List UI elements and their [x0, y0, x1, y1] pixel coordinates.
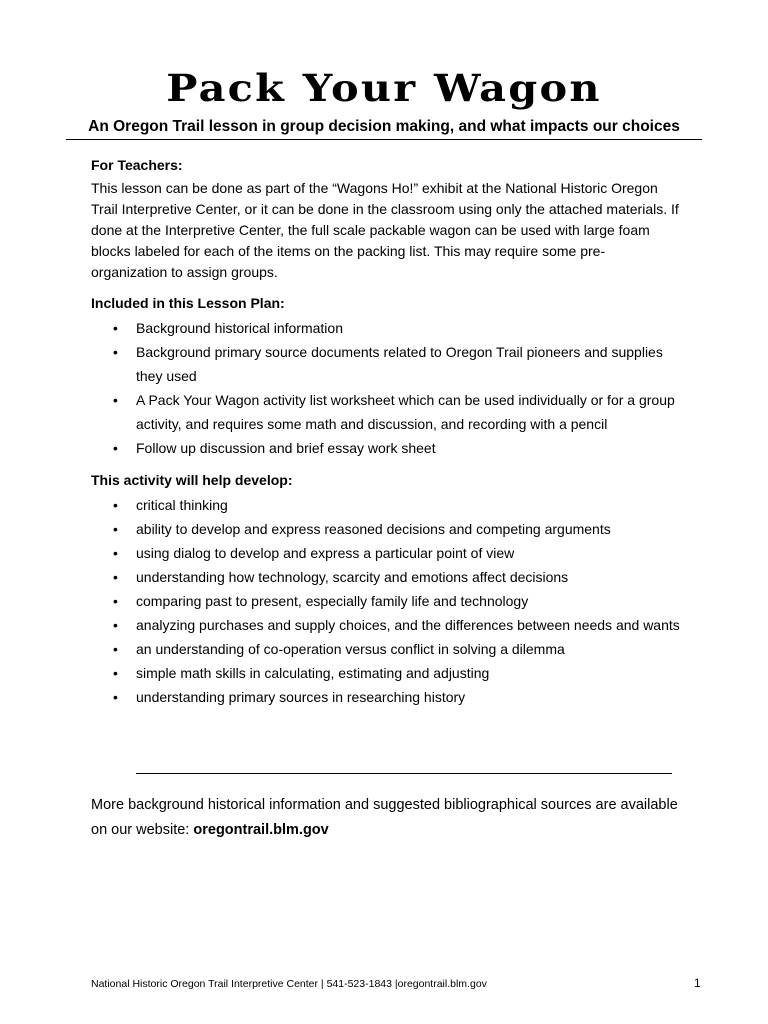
header-divider [66, 139, 702, 140]
teachers-text: This lesson can be done as part of the “Wagons Ho!” exhibit at the National Historic Oregon Trail Interpretive Center, or it can be done in the classroom using only the attached materials. If done at the Interpretive Center, the full scale packable wagon can be used with large foam blocks labeled for each of the items on the packing list. This may require some pre-organization to assign groups. [91, 180, 679, 280]
develop-list [91, 493, 681, 709]
list-item: • understanding primary sources in researching history [91, 685, 681, 709]
teachers-section [91, 155, 681, 283]
list-item: • Background primary source documents related to Oregon Trail pioneers and supplies they used [91, 340, 681, 388]
lesson-content [91, 155, 681, 719]
develop-heading: This activity will help develop: [91, 472, 293, 488]
list-item: • A Pack Your Wagon activity list worksheet which can be used individually or for a group activity, and requires some math and discussion, and recording with a pencil [91, 388, 681, 436]
list-item: • comparing past to present, especially family life and technology [91, 589, 681, 613]
page-title: Pack Your Wagon [166, 66, 602, 110]
list-item: • ability to develop and express reasoned decisions and competing arguments [91, 517, 681, 541]
list-item: • simple math skills in calculating, estimating and adjusting [91, 661, 681, 685]
list-item: • understanding how technology, scarcity and emotions affect decisions [91, 565, 681, 589]
list-item: • critical thinking [91, 493, 681, 517]
list-item: • using dialog to develop and express a particular point of view [91, 541, 681, 565]
included-list [91, 316, 681, 460]
included-heading: Included in this Lesson Plan: [91, 295, 285, 311]
page-number: 1 [694, 976, 701, 990]
section-divider [136, 773, 672, 774]
website-link[interactable]: oregontrail.blm.gov [193, 822, 329, 838]
more-info-text: More background historical information and suggested bibliographical sources are available on our website: [91, 797, 678, 838]
list-item: • Follow up discussion and brief essay work sheet [91, 436, 681, 460]
list-item: • an understanding of co-operation versus conflict in solving a dilemma [91, 637, 681, 661]
list-item: • analyzing purchases and supply choices, and the differences between needs and wants [91, 613, 681, 637]
footer-text: National Historic Oregon Trail Interpretive Center | 541-523-1843 |oregontrail.blm.gov [91, 978, 487, 990]
teachers-heading: For Teachers: [91, 157, 183, 173]
list-item: • Background historical information [91, 316, 681, 340]
page-subtitle: An Oregon Trail lesson in group decision making, and what impacts our choices [88, 118, 680, 135]
included-section [91, 293, 681, 460]
more-info [91, 793, 691, 843]
develop-section [91, 470, 681, 709]
